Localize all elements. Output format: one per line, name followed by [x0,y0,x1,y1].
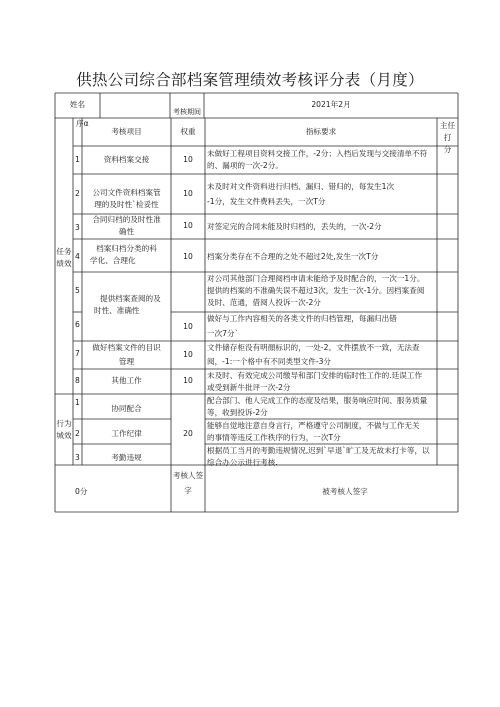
task-section-label-line-2: 绩效 [56,259,72,268]
item-line: 做好档案文件的目识 [92,343,161,352]
task-row-seq: 2 [75,189,80,198]
reviewer-label-line: 字 [184,486,192,495]
requirement-line: 能够自觉地注意自身言行，严格遵守公司制度，不做与工作无关 [207,421,420,430]
task-row-requirement [207,273,439,309]
task-row-item [84,293,171,317]
total-score: 0分 [75,487,88,496]
behavior-row-item: 考勤违规 [111,453,142,462]
page-title: 供热公司综合部档案管理绩效考核评分表（月度） [76,71,424,89]
requirement-line: 配合部门、他人完成工作的态度及结果，服务响应时间、服务质量 [207,396,428,405]
weight-header: 权重 [180,127,196,136]
requirement-line: 及时、范通，借阅人投诉一次-2分 [207,298,321,307]
task-section-label-line-1: 任务 [56,247,72,256]
task-row-requirement [207,148,439,172]
behavior-row-item: 工作纪律 [111,429,142,438]
item-line: 档案归档分类的科 [96,244,157,253]
task-row-requirement [207,370,439,394]
item-line: 理的及时性`检妥性 [94,200,159,209]
behavior-row-seq: 2 [75,429,80,438]
item-line: 合同归档的及时性准 [92,215,161,224]
seq-header: 序α [76,119,89,128]
requirement-line: 阅，-1:一个格中有不同类型文件-3分 [207,357,332,366]
requirement-line: 未及时、有效完成公司缴导和部门安排的临时性工作的.廷误工作 [207,371,423,380]
task-row-item: 资料档案交接 [103,155,150,164]
task-row-seq: 5 [75,286,80,295]
requirement-line: 未及时对文件资料进行归档、漏归、错归的，每发生1次 [207,182,395,191]
requirement-line: 等，收到投诉-2分 [207,408,268,417]
reviewer-label-line: 考核人签 [172,471,204,480]
supervisor-score-header [437,120,458,156]
requirement-line: 综合办公示进行考核. [207,458,278,467]
requirement-line: 做好与工作内容相关的各类文件的归档管理，每漏归出错 [207,314,397,323]
task-section-label [55,246,73,270]
behavior-section-label-line-2: 城效 [56,431,72,440]
requirement-line: 对公司其他部门合理阅档申请未能给予及时配合的，一次一1分。 [207,274,425,283]
task-row-weight: 10 [183,350,193,359]
task-row-weight: 10 [183,252,193,261]
behavior-row-requirement [207,395,439,419]
task-row-seq: 1 [75,155,80,164]
supervisor-score-header-line-2: 分 [443,145,452,154]
behavior-row-requirement [207,420,439,444]
reviewee-signature-label: 被考核人签字 [322,487,368,496]
task-row-weight: 10 [183,221,193,230]
name-label: 姓名 [69,100,86,109]
task-row-seq: 6 [75,320,80,329]
task-row-item [82,214,171,238]
requirement-line: 一次7分` [207,329,239,338]
task-row-weight: 10 [183,376,193,385]
requirement-line: 根据员工当月的考勤违规情况,迟到`早退`旷工及无故未打卡等，以 [207,446,430,455]
behavior-row-seq: 3 [75,453,80,462]
requirement-line: 的、漏项的一次-2分。 [207,161,283,170]
behavior-weight: 20 [183,429,193,438]
task-row-weight: 10 [183,322,193,331]
task-row-requirement [207,342,439,368]
period-label: 考核期间 [173,108,201,116]
behavior-section-label [55,418,73,442]
item-line: 学化、合理化 [90,256,136,265]
requirement-line: 的事情等违反工作秩序的行为，一次T分 [207,433,341,442]
requirement-line: 文件储存柜没有明顔标识的，一处-2。文件摆放不一致，无法查 [207,343,420,352]
task-row-requirement: 档案分类存在不合理的之处不超过2处,发生一次T分 [207,252,379,261]
task-row-requirement: 对签定完的合同未能及时归档的，丢失的，一次-2分 [207,222,382,231]
supervisor-score-header-line-1: 主任打 [439,121,456,142]
item-line: 管理 [118,357,135,366]
task-row-item [82,243,171,267]
item-line: 提供档案查阅的及 [100,294,161,303]
reviewer-signature-label [171,470,205,497]
requirement-line: -1分，发生文件费料丢失，一次T分 [207,197,326,206]
behavior-row-requirement [207,445,439,469]
behavior-section-label-line-1: 行为 [56,419,72,428]
task-row-requirement [207,181,439,208]
task-row-item [82,342,171,368]
task-row-seq: 7 [75,349,80,358]
requirement-line: 未做好工程项目资料交接工作，-2分；入档后发现与交接清单不符 [207,149,428,158]
requirement-line: 或受到新牛批评一次-2分 [207,383,291,392]
task-row-seq: 3 [75,223,80,232]
item-line: 时性、准确性 [94,306,140,315]
task-row-weight: 10 [183,155,193,164]
task-row-seq: 4 [75,252,80,261]
indicator-header: 指标要求 [305,127,337,136]
task-row-requirement [207,313,439,340]
task-row-item [82,187,171,211]
behavior-row-seq: 1 [75,398,80,407]
item-header: 考核项目 [111,127,142,136]
item-line: 公司文件资料档案管 [92,188,161,197]
task-row-item: 其他工作 [111,376,142,385]
behavior-row-item: 协同配合 [111,404,142,413]
requirement-line: 提供的档案的不准确失误不超过3次，发生一次-1分。因档案查阅 [207,286,425,295]
task-row-weight: 10 [183,189,193,198]
task-row-seq: 8 [75,376,80,385]
period-value: 2021年2月 [311,100,351,109]
item-line: 确性 [118,227,135,236]
